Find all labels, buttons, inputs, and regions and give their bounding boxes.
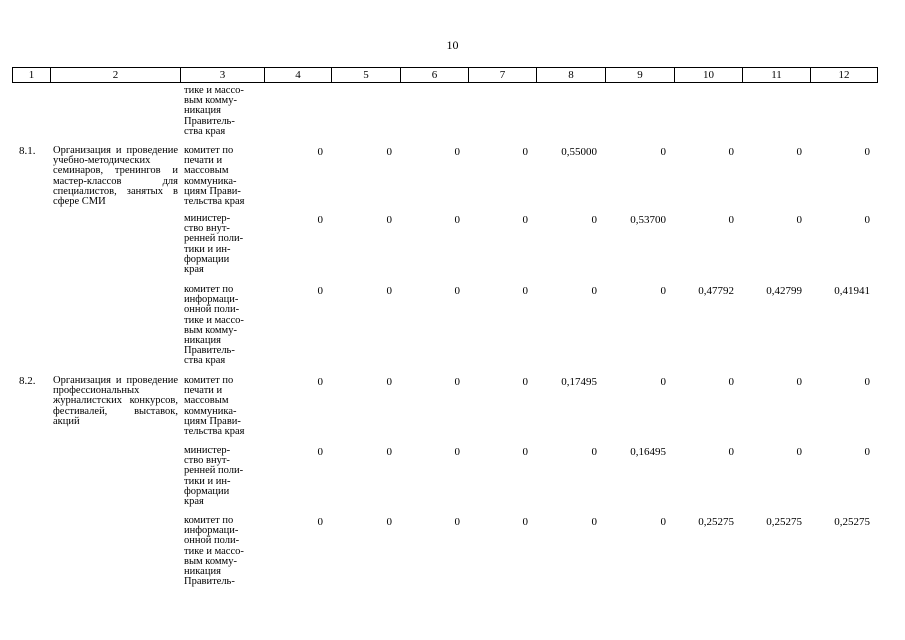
value-cell: 0 [660,516,666,528]
page-number: 10 [446,38,459,52]
column-header-11: 11 [743,68,811,82]
value-cell: 0 [728,214,734,226]
value-cell: 0 [591,285,597,297]
executor-cell: комитет по печати и массовым коммуника- циям Прави- тельства края [184,145,245,208]
value-cell: 0 [317,214,323,226]
value-cell: 0,42799 [766,285,802,297]
column-header-4: 4 [265,68,332,82]
value-cell: 0 [386,516,392,528]
value-cell: 0 [796,214,802,226]
table-row [12,516,878,587]
value-cell: 0 [454,214,460,226]
value-cell: 0,25275 [698,516,734,528]
executor-cell: министер- ство внут- ренней поли- тики и ин- формации края [184,445,244,508]
value-cell: 0,25275 [834,516,870,528]
value-cell: 0 [660,285,666,297]
value-cell: 0 [660,376,666,388]
value-cell: 0 [864,214,870,226]
table-row [12,376,878,437]
executor-cell: комитет по информаци- онной поли- тике и массо- вым комму- никация Правитель- ства края [184,284,244,367]
value-cell: 0 [386,214,392,226]
executor-cell: комитет по печати и массовым коммуника- циям Прави- тельства края [184,375,245,438]
value-cell: 0 [317,516,323,528]
value-cell: 0 [591,446,597,458]
table-row [12,446,878,507]
value-cell: 0,53700 [630,214,666,226]
value-cell: 0 [591,214,597,226]
value-cell: 0,55000 [561,146,597,158]
column-header-9: 9 [606,68,675,82]
table-header-row [12,67,878,83]
section-number: 8.2. [19,375,36,387]
value-cell: 0 [454,285,460,297]
table-row [12,285,878,367]
value-cell: 0 [317,146,323,158]
section-name: Организация и проведение учебно-методических семинаров, тренингов и мастер-классов для специалистов, занятых в сфере СМИ [53,145,178,208]
value-cell: 0 [386,285,392,297]
value-cell: 0,25275 [766,516,802,528]
table-row [12,214,878,275]
value-cell: 0,17495 [561,376,597,388]
value-cell: 0 [728,376,734,388]
value-cell: 0 [454,376,460,388]
value-cell: 0 [454,446,460,458]
value-cell: 0 [864,376,870,388]
executor-cell: комитет по информаци- онной поли- тике и массо- вым комму- никация Правитель- [184,515,244,588]
column-header-3: 3 [181,68,265,82]
value-cell: 0 [796,146,802,158]
value-cell: 0,41941 [834,285,870,297]
value-cell: 0 [522,376,528,388]
value-cell: 0 [386,446,392,458]
executor-continuation: тике и массо- вым комму- никация Правитель- ства края [184,85,244,137]
executor-cell: министер- ство внут- ренней поли- тики и ин- формации края [184,213,244,276]
value-cell: 0 [660,146,666,158]
value-cell: 0 [454,516,460,528]
value-cell: 0 [386,146,392,158]
column-header-8: 8 [537,68,606,82]
column-header-10: 10 [675,68,743,82]
value-cell: 0 [864,446,870,458]
value-cell: 0 [317,285,323,297]
value-cell: 0 [386,376,392,388]
value-cell: 0,47792 [698,285,734,297]
value-cell: 0 [522,214,528,226]
column-header-12: 12 [838,69,850,81]
value-cell: 0 [522,516,528,528]
column-header-6: 6 [401,68,469,82]
section-number: 8.1. [19,145,36,157]
column-header-7: 7 [469,68,537,82]
value-cell: 0 [522,146,528,158]
value-cell: 0 [317,446,323,458]
value-cell: 0 [454,146,460,158]
column-header-1: 1 [13,68,51,82]
section-name: Организация и проведение профессиональных журналистских конкурсов, фестивалей, выставок, акций [53,375,178,427]
value-cell: 0 [522,446,528,458]
table-row [12,146,878,207]
value-cell: 0,16495 [630,446,666,458]
value-cell: 0 [728,446,734,458]
column-header-5: 5 [332,68,401,82]
value-cell: 0 [796,446,802,458]
value-cell: 0 [728,146,734,158]
continuation-row [12,86,878,137]
value-cell: 0 [317,376,323,388]
value-cell: 0 [591,516,597,528]
value-cell: 0 [796,376,802,388]
column-header-2: 2 [51,68,181,82]
value-cell: 0 [864,146,870,158]
value-cell: 0 [522,285,528,297]
